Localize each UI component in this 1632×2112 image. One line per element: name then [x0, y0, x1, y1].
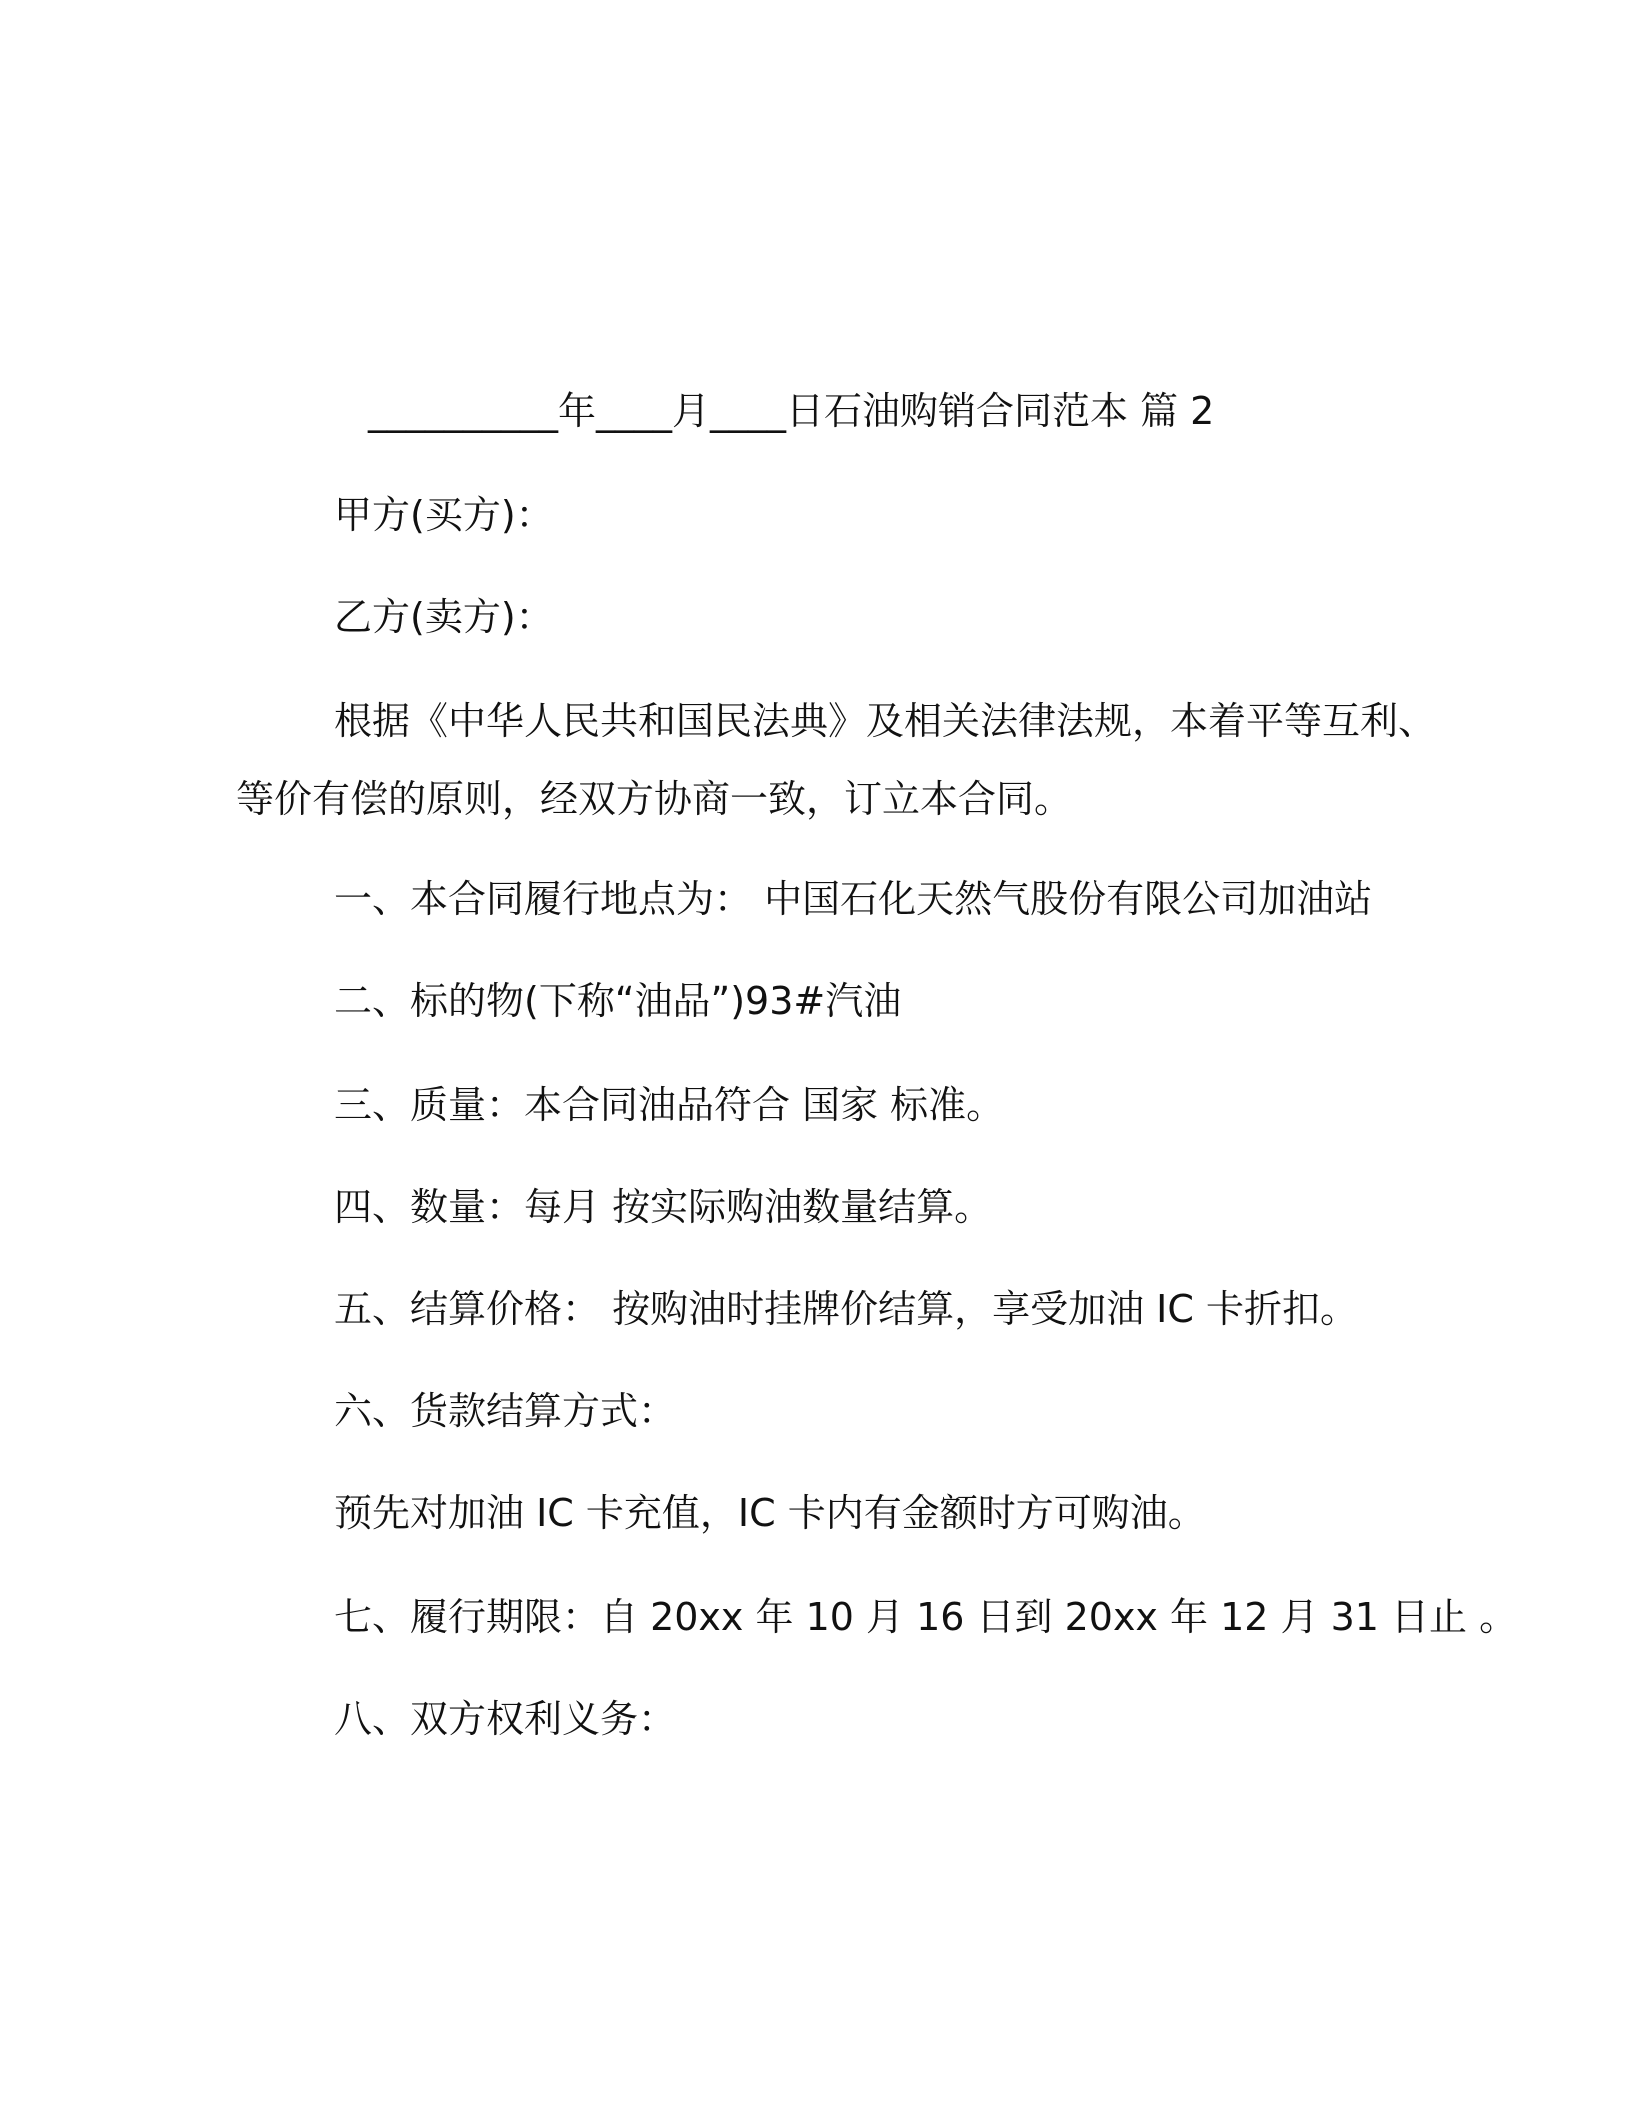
clause-4: 四、数量：每月 按实际购油数量结算。: [334, 1185, 993, 1229]
clause-5: 五、结算价格： 按购油时挂牌价结算，享受加油 IC 卡折扣。: [334, 1287, 1358, 1331]
clause-2: 二、标的物(下称“油品”)93#汽油: [334, 979, 902, 1023]
clause-6: 六、货款结算方式：: [334, 1389, 677, 1433]
clause-8: 八、双方权利义务：: [334, 1697, 677, 1741]
clause-7: 七、履行期限：自 20xx 年 10 月 16 日到 20xx 年 12 月 31 日止 。: [334, 1595, 1518, 1639]
clause-3: 三、质量：本合同油品符合 国家 标准。: [334, 1083, 1005, 1127]
party-b-label: 乙方(卖方)：: [334, 595, 554, 639]
preamble-line-1: 根据《中华人民共和国民法典》及相关法律法规，本着平等互利、: [334, 699, 1437, 743]
clause-6-detail: 预先对加油 IC 卡充值，IC 卡内有金额时方可购油。: [334, 1491, 1206, 1535]
contract-title: __________年____月____日石油购销合同范本 篇 2: [368, 389, 1215, 433]
party-a-label: 甲方(买方)：: [334, 493, 554, 537]
preamble-line-2: 等价有偿的原则，经双方协商一致，订立本合同。: [236, 777, 1073, 821]
clause-1: 一、本合同履行地点为： 中国石化天然气股份有限公司加油站: [334, 877, 1373, 921]
